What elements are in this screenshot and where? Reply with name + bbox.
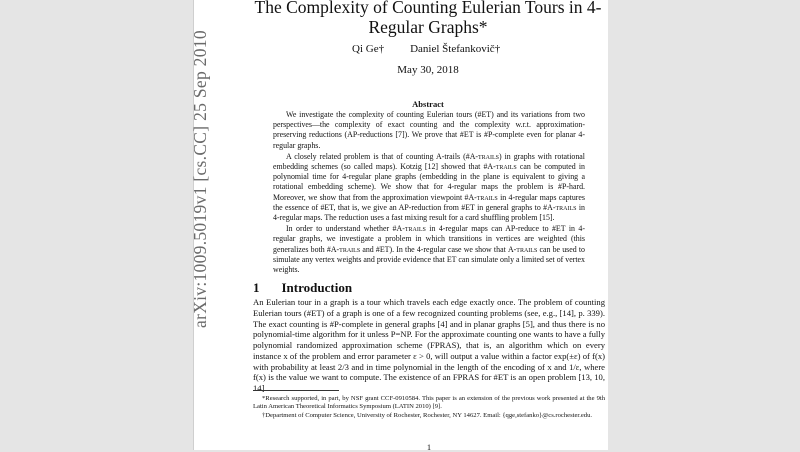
abstract-paragraph-1: We investigate the complexity of counting Eulerian tours (#ET) and its variations from two perspectives—the complexity of exact counting and the complexity w.r.t. approximation-preserving reductions (AP-reductions [7]). We prove that #ET is #P-complete even for planar 4-regular graphs. bbox=[273, 110, 585, 150]
arxiv-identifier[interactable]: arXiv:1009.5019v1 [cs.CC] 25 Sep 2010 bbox=[190, 30, 210, 328]
abstract-paragraph-3: In order to understand whether #A-trails in 4-regular maps can AP-reduce to #ET in 4-regular graphs, we investigate a problem in which transitions in vertices are weighted (this generalizes both #A-trails and #ET). In the 4-regular case we show that A-trails can be used to simulate any vertex weights and provide evidence that ET can simulate only a limited set of vertex weights. bbox=[273, 224, 586, 275]
author-2: Daniel Štefankovič† bbox=[410, 43, 501, 55]
section-number: 1 bbox=[253, 280, 260, 295]
introduction-body bbox=[253, 297, 605, 394]
footnotes bbox=[253, 395, 605, 420]
introduction-paragraph: An Eulerian tour in a graph is a tour which travels each edge exactly once. The problem of counting Eulerian tours (#ET) of a graph is one of a few recognized counting problems (see, e.g., [14], p. 339). The exact counting is #P-complete in general graphs [4] and in planar graphs [5], and thus there is no polynomial-time algorithm for it unless P=NP. For the approximate counting one wants to have a fully polynomial randomized approximation scheme (FPRAS), that is, an algorithm which on every instance x of the problem and error parameter ε > 0, will output a value within a factor exp(±ε) of f(x) with probability at least 2/3 and in time polynomial in the length of the encoding of x and 1/ε, where f(x) is the value we want to compute. The existence of an FPRAS for #ET is an open problem [13, 10, 14]. bbox=[253, 297, 605, 393]
page-number: 1 bbox=[426, 442, 432, 452]
footnote-2: †Department of Computer Science, University of Rochester, Rochester, NY 14627. Email: {qge,stefanko}@cs.rochester.edu. bbox=[262, 411, 593, 419]
section-title: Introduction bbox=[281, 280, 353, 295]
author-1: Qi Ge† bbox=[352, 43, 385, 55]
paper-title: The Complexity of Counting Eulerian Tours in 4-Regular Graphs* bbox=[254, 0, 602, 37]
abstract-heading: Abstract bbox=[412, 99, 444, 109]
abstract-paragraph-2: A closely related problem is that of counting A-trails (#A-trails) in graphs with rotational embedding schemes (so called maps). Kotzig [12] showed that #A-trails can be computed in polynomial time for 4-regular plane graphs (embedding in the plane is equivalent to giving a rotational embedding scheme). We show that for 4-regular maps the problem is #P-hard. Moreover, we show that from the approximation viewpoint #A-trails in 4-regular maps captures the essence of #ET, that is, we give an AP-reduction from #ET in general graphs to #A-trails in 4-regular maps. The reduction uses a fast mixing result for a card shuffling problem [15]. bbox=[273, 151, 585, 223]
paper-date: May 30, 2018 bbox=[397, 64, 459, 76]
footnote-rule bbox=[253, 390, 339, 391]
abstract-body bbox=[273, 110, 585, 276]
footnote-1: *Research supported, in part, by NSF grant CCF-0910584. This paper is an extension of the previous work presented at the 9th Latin American Theoretical Informatics Symposium (LATIN 2010) [9]. bbox=[253, 395, 605, 411]
section-heading bbox=[253, 280, 352, 296]
author-list bbox=[352, 43, 500, 55]
